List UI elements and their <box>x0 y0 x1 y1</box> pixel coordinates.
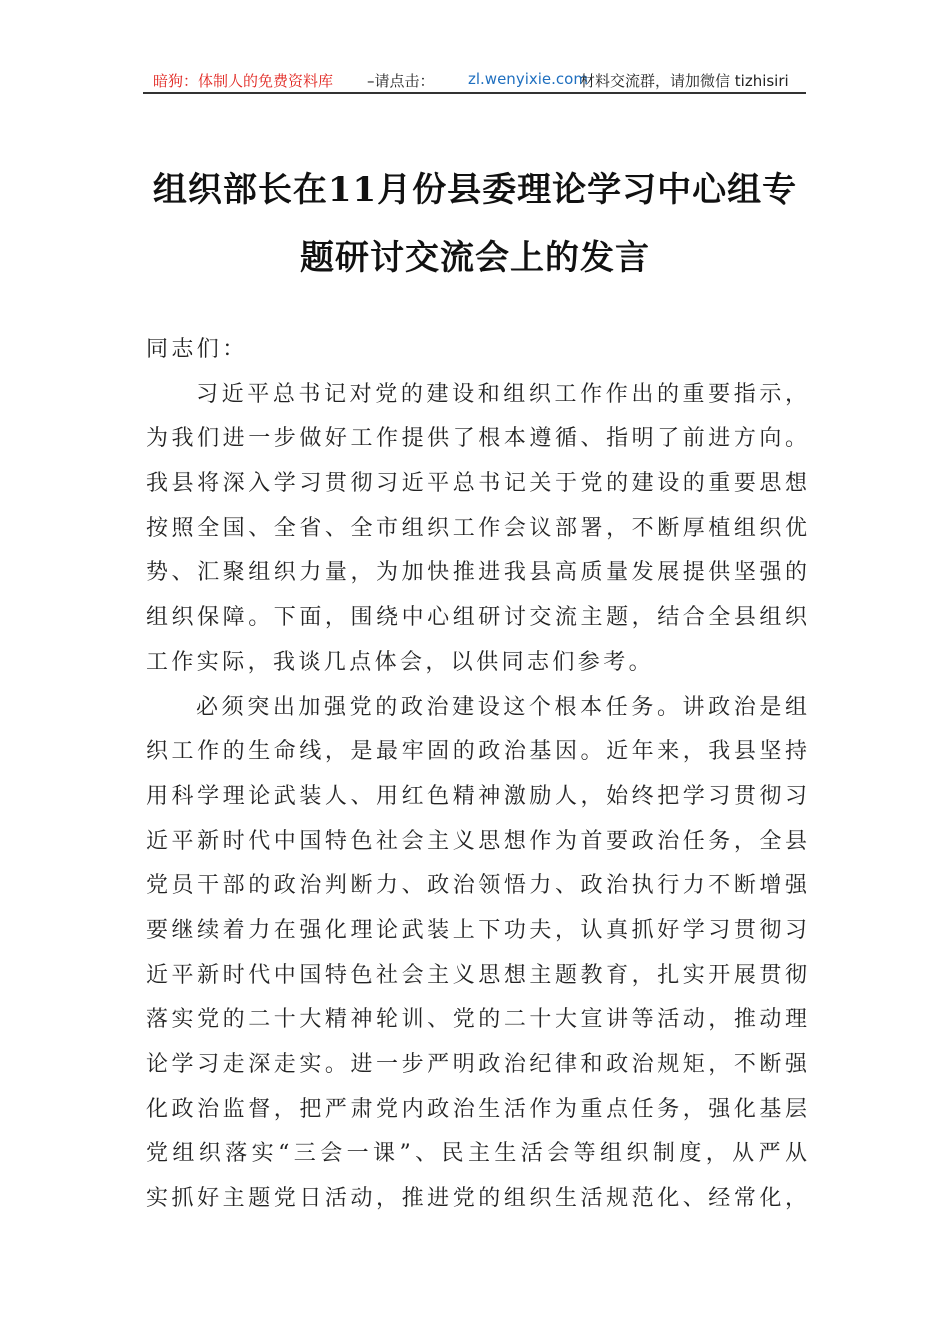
body-line: 党组织落实“三会一课”、民主生活会等组织制度，从严从 <box>146 1141 807 1167</box>
body-line: 用科学理论武装人、用红色精神激励人，始终把学习贯彻习 <box>146 783 807 809</box>
promo-wechat-note: 材料交流群，请加微信 tizhisiri <box>580 72 789 90</box>
promo-header <box>143 68 806 92</box>
body-line: 论学习走深走实。进一步严明政治纪律和政治规矩，不断强 <box>146 1052 807 1077</box>
body-line: 实抓好主题党日活动，推进党的组织生活规范化、经常化， <box>146 1186 807 1212</box>
body-line: 落实党的二十大精神轮训、党的二十大宣讲等活动，推动理 <box>146 1007 807 1033</box>
body-line: 我县将深入学习贯彻习近平总书记关于党的建设的重要思想 <box>146 471 807 497</box>
promo-click-label: –请点击： <box>367 72 435 90</box>
body-line: 要继续着力在强化理论武装上下功夫，认真抓好学习贯彻习 <box>146 917 807 943</box>
body-line: 化政治监督，把严肃党内政治生活作为重点任务，强化基层 <box>146 1096 807 1122</box>
body-line: 工作实际，我谈几点体会，以供同志们参考。 <box>146 649 655 675</box>
body-line: 近平新时代中国特色社会主义思想作为首要政治任务，全县 <box>146 828 807 854</box>
body-line: 织工作的生命线，是最牢固的政治基因。近年来，我县坚持 <box>146 739 807 765</box>
promo-site-name: 暗狗：体制人的免费资料库 <box>153 72 334 90</box>
body-line: 近平新时代中国特色社会主义思想主题教育，扎实开展贯彻 <box>146 962 807 988</box>
document-title-line-1: 组织部长在11月份县委理论学习中心组专 <box>152 170 798 210</box>
salutation: 同志们： <box>146 337 248 362</box>
body-line: 组织保障。下面，围绕中心组研讨交流主题，结合全县组织 <box>146 605 807 631</box>
document-title-line-2: 题研讨交流会上的发言 <box>300 238 650 278</box>
body-line: 党员干部的政治判断力、政治领悟力、政治执行力不断增强 <box>146 873 807 899</box>
document-body <box>146 328 807 1222</box>
body-line: 必须突出加强党的政治建设这个根本任务。讲政治是组 <box>196 694 807 720</box>
body-line: 势、汇聚组织力量，为加快推进我县高质量发展提供坚强的 <box>146 560 807 586</box>
body-line: 为我们进一步做好工作提供了根本遵循、指明了前进方向。 <box>146 426 807 452</box>
promo-link[interactable]: zl.wenyixie.com <box>468 70 588 88</box>
body-line: 按照全国、全省、全市组织工作会议部署，不断厚植组织优 <box>146 515 807 541</box>
header-divider <box>143 92 806 94</box>
body-line: 习近平总书记对党的建设和组织工作作出的重要指示， <box>196 381 807 407</box>
